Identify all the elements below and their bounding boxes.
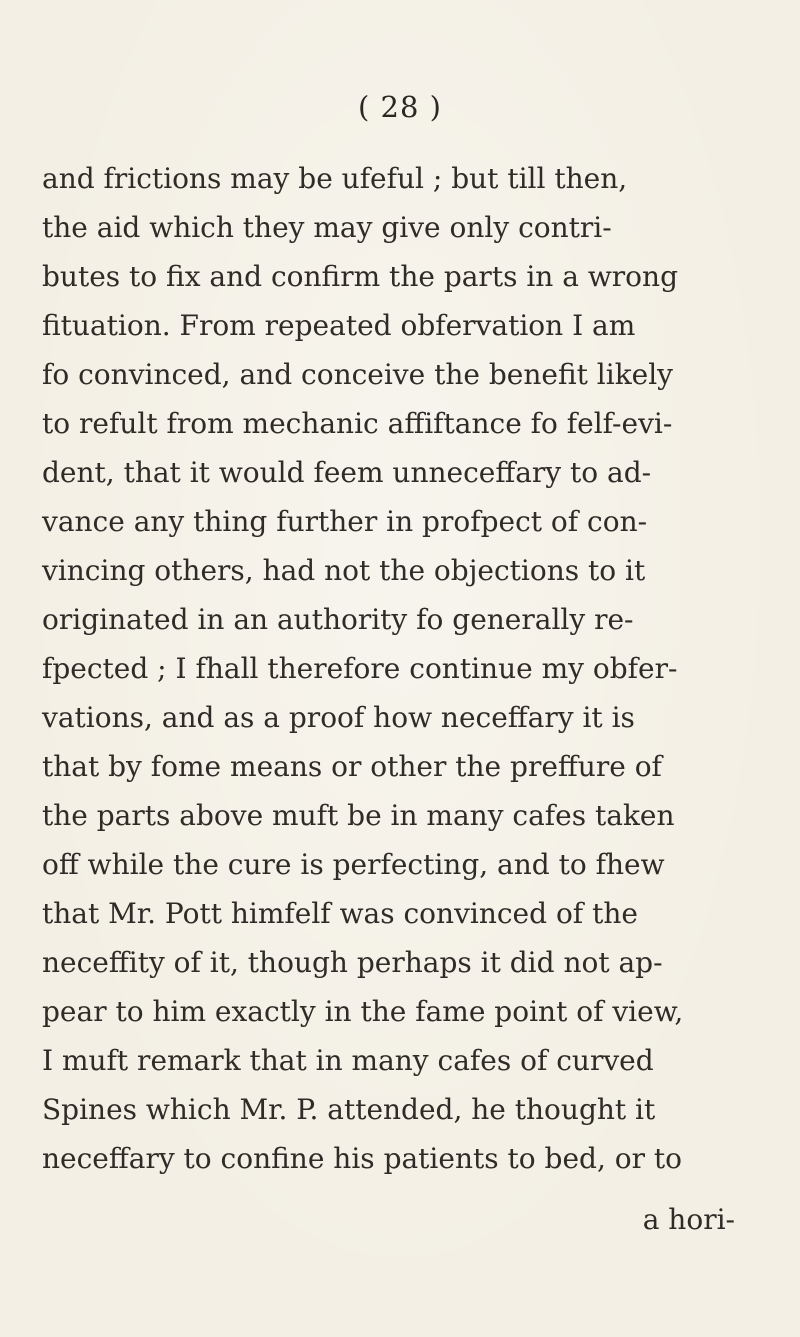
text-line: to refult from mechanic affiftance fo felf-evi- bbox=[42, 407, 673, 440]
page-number-header: ( 28 ) bbox=[358, 90, 442, 124]
text-line: Spines which Mr. P. attended, he thought it bbox=[42, 1093, 656, 1126]
text-line: and frictions may be ufeful ; but till then, bbox=[42, 162, 628, 195]
text-line: the parts above muft be in many cafes taken bbox=[42, 799, 675, 832]
text-line: dent, that it would feem unneceffary to ad- bbox=[42, 456, 652, 489]
text-line: neceffity of it, though perhaps it did not ap- bbox=[42, 946, 663, 979]
text-line: fpected ; I fhall therefore continue my obfer- bbox=[42, 652, 678, 685]
text-line: vations, and as a proof how neceffary it is bbox=[42, 701, 635, 734]
text-line: neceffary to confine his patients to bed, or to bbox=[42, 1142, 682, 1175]
text-line: the aid which they may give only contri- bbox=[42, 211, 612, 244]
text-line: that by fome means or other the preffure of bbox=[42, 750, 662, 783]
text-line: off while the cure is perfecting, and to fhew bbox=[42, 848, 665, 881]
text-line: originated in an authority fo generally re- bbox=[42, 603, 634, 636]
catchword: a hori- bbox=[642, 1203, 735, 1236]
text-line: fituation. From repeated obfervation I am bbox=[42, 309, 636, 342]
text-line: vance any thing further in profpect of con- bbox=[42, 505, 648, 538]
text-line: vincing others, had not the objections to it bbox=[42, 554, 646, 587]
text-line: I muft remark that in many cafes of curved bbox=[42, 1044, 654, 1077]
text-line: pear to him exactly in the fame point of view, bbox=[42, 995, 684, 1028]
text-line: fo convinced, and conceive the benefit likely bbox=[42, 358, 673, 391]
text-line: butes to fix and confirm the parts in a wrong bbox=[42, 260, 678, 293]
text-line: that Mr. Pott himfelf was convinced of the bbox=[42, 897, 638, 930]
